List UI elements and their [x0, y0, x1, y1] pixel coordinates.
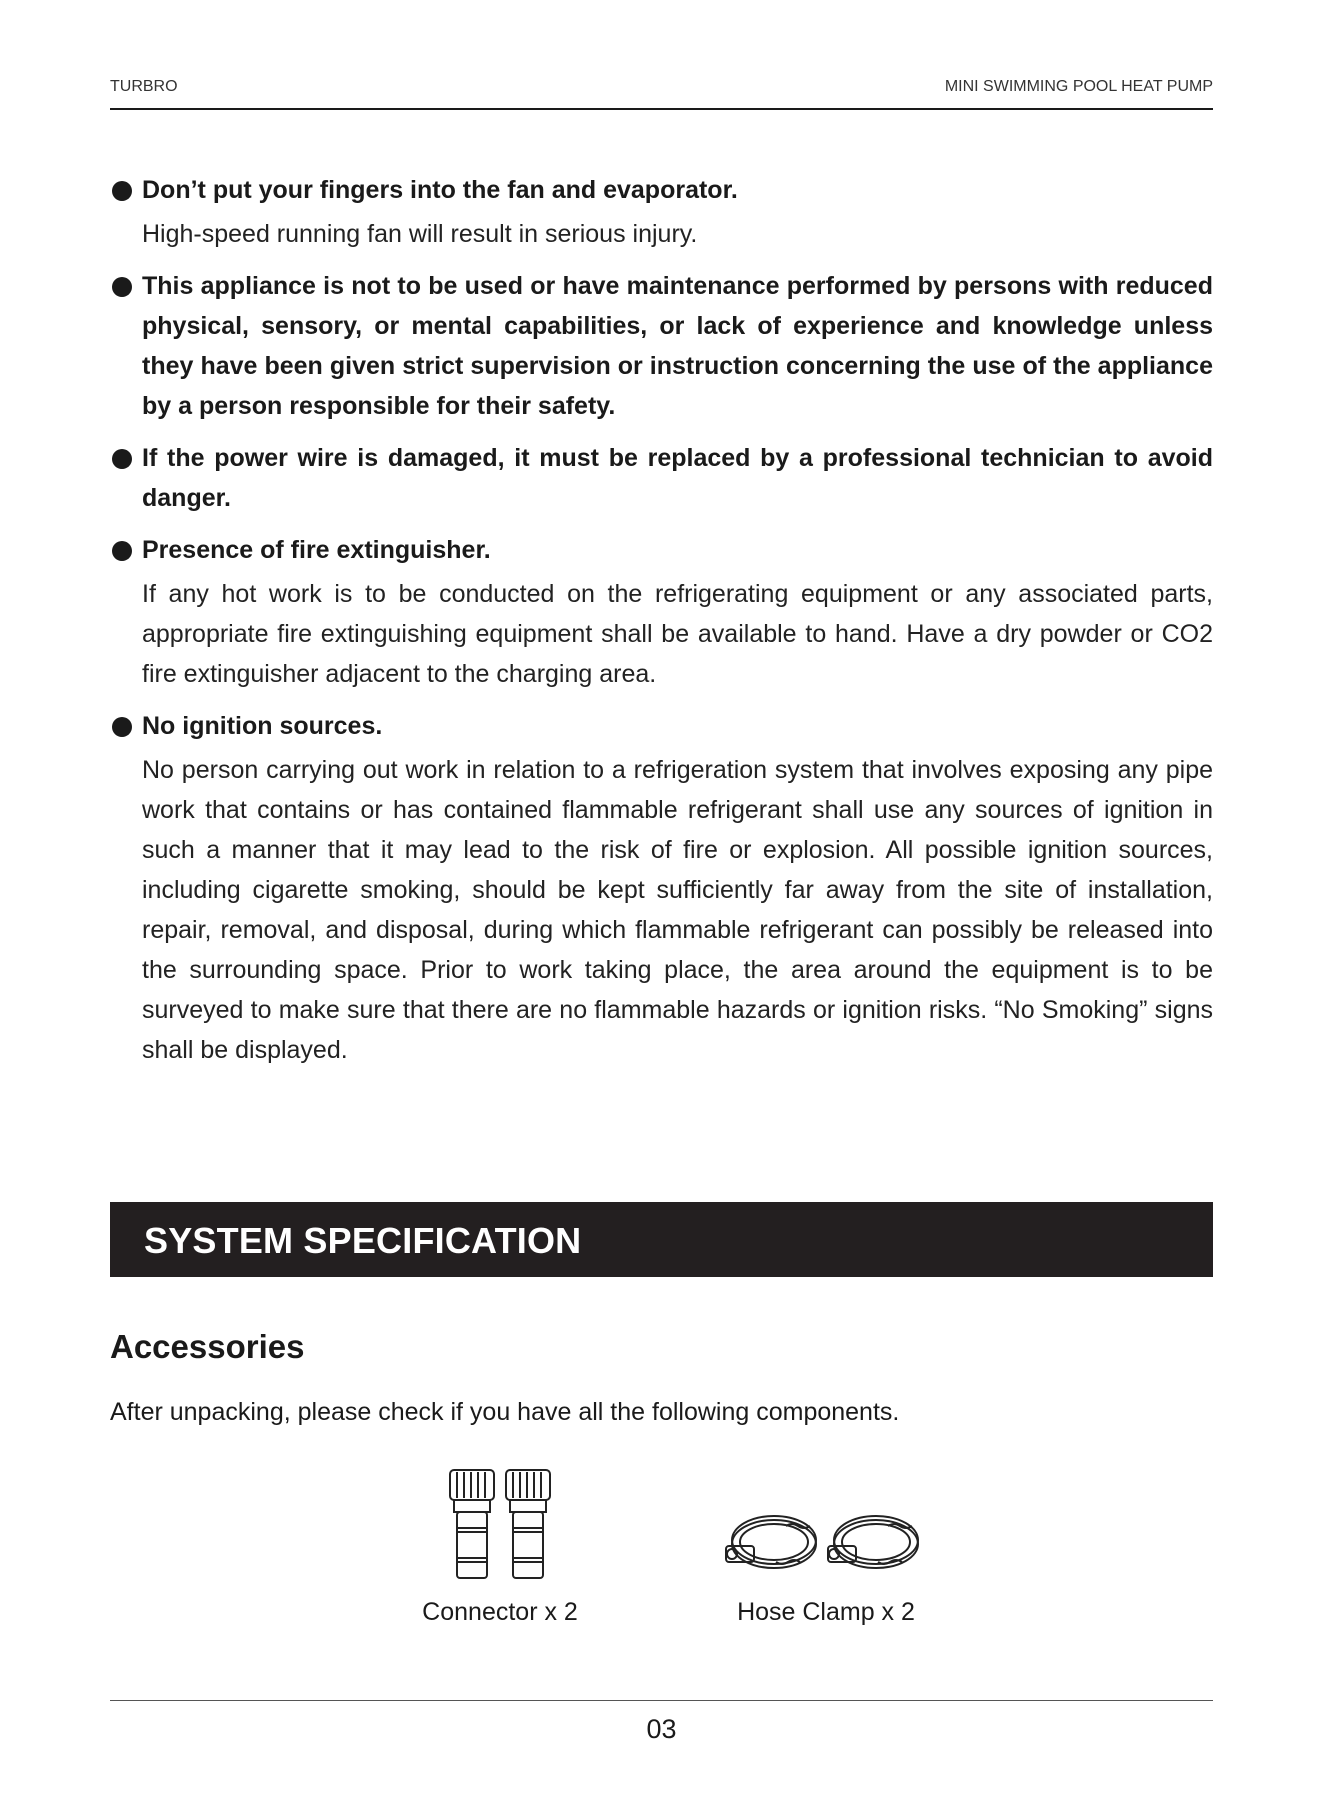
- bullet-dot-icon: [112, 449, 132, 469]
- warning-title: This appliance is not to be used or have maintenance performed by persons with reduced physical, sensory, or mental capabilities, or lack of experience and knowledge unless they have been given strict supervision or instruction concerning the use of the appliance by a person responsible for their safety.: [142, 272, 1213, 420]
- safety-warnings: [110, 170, 1213, 1082]
- warning-item: [110, 170, 1213, 254]
- section-banner: [110, 1202, 1213, 1277]
- manual-page: [110, 0, 1213, 1796]
- bullet-dot-icon: [112, 541, 132, 561]
- warning-title: Don’t put your fingers into the fan and evaporator.: [142, 176, 738, 204]
- bullet-dot-icon: [112, 717, 132, 737]
- accessory-label: Connector x 2: [422, 1598, 578, 1626]
- page-number: 03: [646, 1714, 677, 1744]
- warning-item: [110, 706, 1213, 1070]
- page-header: [110, 78, 1213, 110]
- bullet-dot-icon: [112, 277, 132, 297]
- product-name: MINI SWIMMING POOL HEAT PUMP: [944, 78, 1213, 95]
- bullet-dot-icon: [112, 181, 132, 201]
- footer-divider: [110, 1700, 1213, 1701]
- accessory-connector: [400, 1466, 600, 1627]
- warning-title: If the power wire is damaged, it must be replaced by a professional technician to avoid danger.: [142, 444, 1213, 512]
- accessory-label: Hose Clamp x 2: [737, 1598, 915, 1626]
- warning-title: No ignition sources.: [142, 712, 383, 740]
- warning-title: Presence of fire extinguisher.: [142, 536, 491, 564]
- warning-body: No person carrying out work in relation to a refrigeration system that involves exposing any pipe work that contains or has contained flammable refrigerant shall use any sources of ignition in such a manner that it may lead to the risk of fire or explosion. All possible ignition sources, including cigarette smoking, should be kept sufficiently far away from the site of installation, repair, removal, and disposal, during which flammable refrigerant can possibly be released into the surrounding space. Prior to work taking place, the area around the equipment is to be surveyed to make sure that there are no flammable hazards or ignition risks. “No Smoking” signs shall be displayed.: [142, 756, 1213, 1064]
- brand-name: TURBRO: [110, 78, 178, 95]
- hose-clamp-icon: [716, 1466, 936, 1584]
- accessories-intro: After unpacking, please check if you have all the following components.: [110, 1398, 900, 1426]
- warning-item: [110, 266, 1213, 426]
- section-title: SYSTEM SPECIFICATION: [144, 1220, 582, 1261]
- warning-body: If any hot work is to be conducted on the refrigerating equipment or any associated parts, appropriate fire extinguishing equipment shall be available to hand. Have a dry powder or CO2 fire extinguisher adjacent to the charging area.: [142, 580, 1213, 688]
- accessory-hose-clamp: [706, 1466, 946, 1627]
- accessories-heading: Accessories: [110, 1328, 305, 1365]
- warning-body: High-speed running fan will result in serious injury.: [142, 220, 698, 248]
- connector-icon: [440, 1466, 560, 1584]
- warning-item: [110, 438, 1213, 518]
- warning-item: [110, 530, 1213, 694]
